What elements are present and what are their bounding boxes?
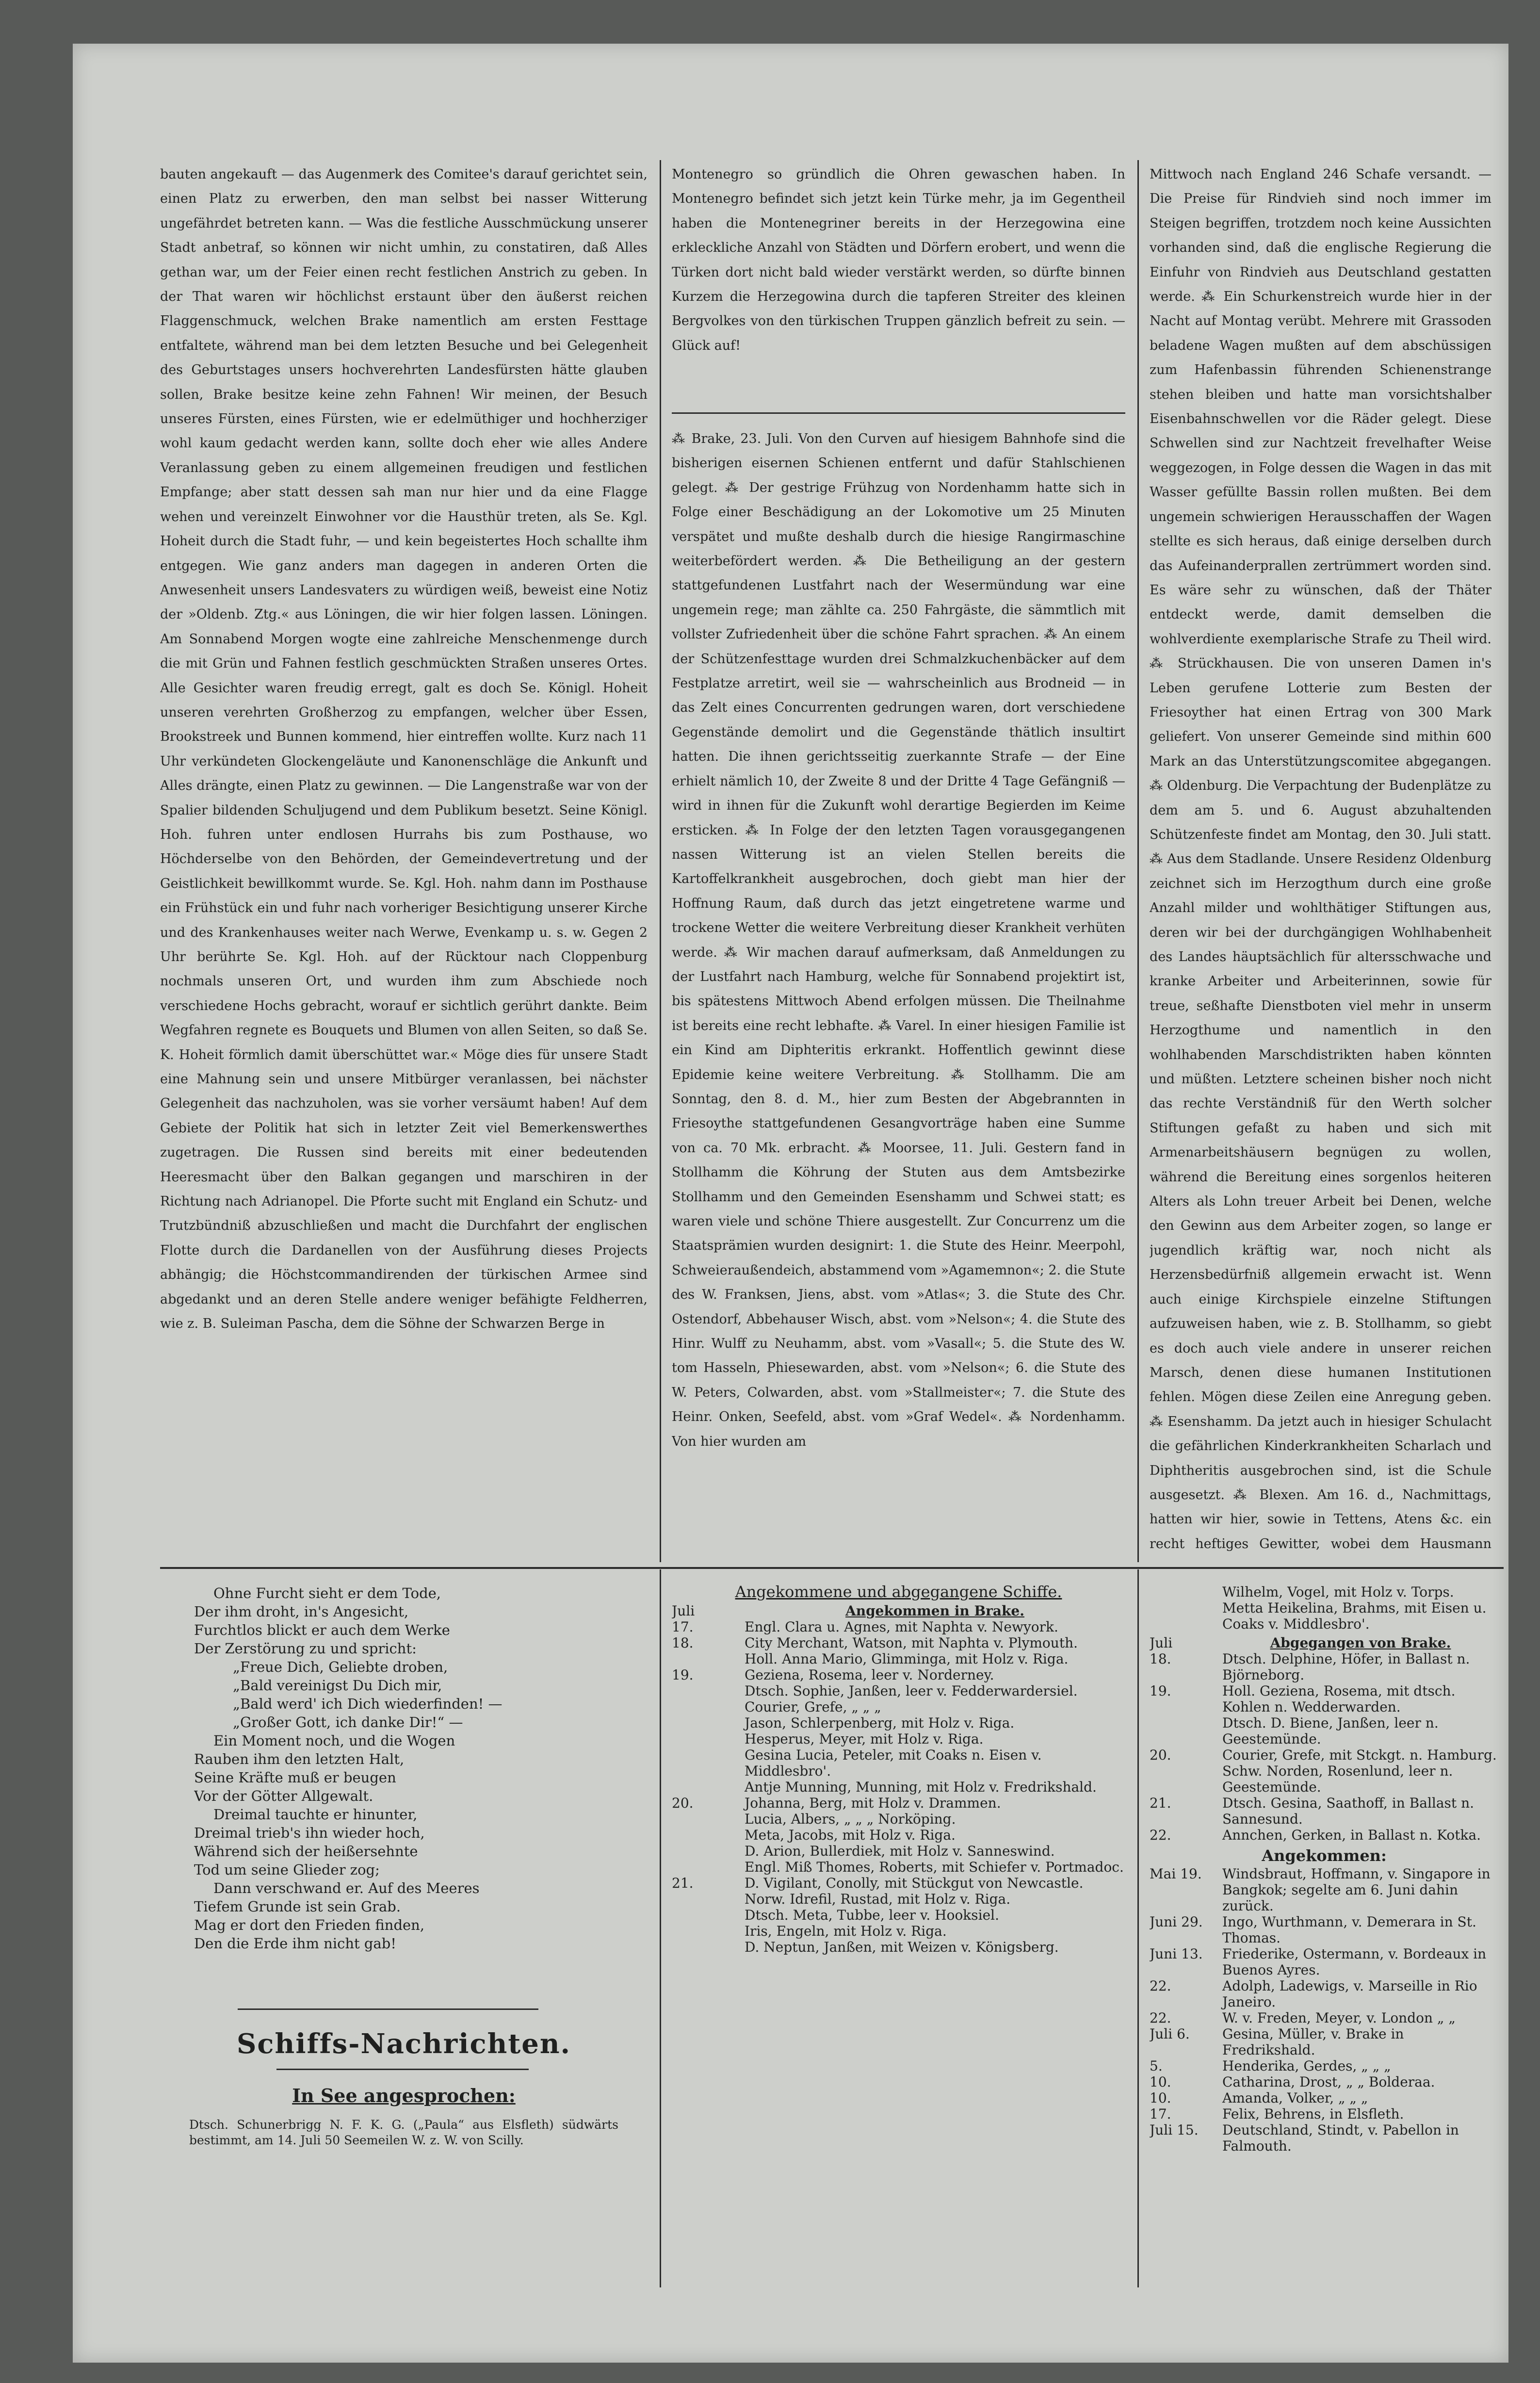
poem-line: Tiefem Grunde ist sein Grab. (194, 1898, 401, 1915)
shipping-row (1150, 1763, 1499, 1795)
shipping-entry: Lucia, Albers, „ „ „ Norköping. (745, 1811, 956, 1827)
shipping-entry: Courier, Grefe, „ „ „ (745, 1699, 881, 1715)
shipping-row (672, 1875, 1125, 1891)
shipping-date (672, 1731, 745, 1747)
shipping-row (672, 1683, 1125, 1699)
shipping-row (1150, 1747, 1499, 1763)
shipping-date: 21. (1150, 1795, 1171, 1811)
shipping-row (1150, 1827, 1499, 1843)
poem-line: Ohne Furcht sieht er dem Tode, (213, 1585, 441, 1601)
shipping-row (672, 1731, 1125, 1747)
shipping-entry: Holl. Anna Mario, Glimminga, mit Holz v. Riga. (745, 1651, 1069, 1667)
shipping-entry: Gesina Lucia, Peteler, mit Coaks n. Eisen v. Middlesbro'. (745, 1747, 1042, 1779)
shipping-date: Juni 29. (1150, 1914, 1203, 1930)
shipping-entry: Ingo, Wurthmann, v. Demerara in St. Thomas. (1222, 1914, 1476, 1946)
shipping-date (672, 1715, 745, 1731)
shipping-subheading: Angekommen in Brake. (845, 1603, 1024, 1619)
shipping-entry: D. Arion, Bullerdiek, mit Holz v. Sanneswind. (745, 1843, 1055, 1859)
shipping-date (672, 1683, 745, 1699)
shipping-date (672, 1747, 745, 1779)
poem-line: Dann verschwand er. Auf des Meeres (213, 1880, 480, 1896)
column-middle-top (672, 163, 1125, 403)
column-middle-top-text: Montenegro so gründlich die Ohren gewaschen haben. In Montenegro befindet sich jetzt kein Türke mehr, ja im Gegentheil haben die Montenegriner bereits in der Herzegowina eine erkleckliche Anzahl von Städten und Dörfern erobert, und wenn die Türken dort nicht bald wieder verstärkt werden, so dürfte binnen Kurzem die Herzegowina durch die tapferen Streiter des kleinen Bergvolkes von den türkischen Truppen gänzlich befreit zu sein. — Glück auf! (672, 167, 1125, 353)
shipping-date: 10. (1150, 2074, 1171, 2090)
shipping-row (1150, 2058, 1499, 2074)
shipping-entry: Dtsch. Meta, Tubbe, leer v. Hooksiel. (745, 1907, 1000, 1923)
shipping-row (672, 1923, 1125, 1939)
shipping-entry: Wilhelm, Vogel, mit Holz v. Torps. (1222, 1584, 1454, 1600)
shipping-date: 20. (672, 1795, 694, 1811)
shipping-entry: Norw. Idrefil, Rustad, mit Holz v. Riga. (745, 1891, 1011, 1907)
shipping-row (672, 1779, 1125, 1795)
shipping-row (1150, 1683, 1499, 1715)
shipping-date: 18. (1150, 1651, 1171, 1667)
shipping-row (672, 1811, 1125, 1827)
shipping-date (672, 1811, 745, 1827)
shipping-date (672, 1827, 745, 1843)
shipping-row (1150, 1866, 1499, 1914)
shipping-col-label: Juli (672, 1603, 695, 1619)
schiffs-title-rule (276, 2069, 529, 2070)
shipping-row (672, 1699, 1125, 1715)
shipping-row (672, 1747, 1125, 1779)
shipping-row (1150, 2010, 1499, 2026)
poem-line: Den die Erde ihm nicht gab! (194, 1935, 396, 1952)
column-divider (660, 1569, 661, 2287)
poem-line: „Bald vereinigst Du Dich mir, (233, 1677, 442, 1694)
shipping-entry: City Merchant, Watson, mit Naphta v. Plymouth. (745, 1635, 1078, 1651)
shipping-entry: Courier, Grefe, mit Stckgt. n. Hamburg. (1222, 1747, 1497, 1763)
shipping-row (672, 1859, 1125, 1875)
poem-line: „Bald werd' ich Dich wiederfinden! — (233, 1696, 503, 1712)
shipping-entry: Windsbraut, Hoffmann, v. Singapore in Bangkok; segelte am 6. Juni dahin zurück. (1222, 1866, 1491, 1914)
poem (194, 1584, 631, 1991)
column-divider (1137, 1569, 1139, 2287)
column-middle-bottom (672, 427, 1125, 1560)
shipping-date: 18. (672, 1635, 694, 1651)
shipping-middle-rows (672, 1619, 1125, 1955)
schiffs-title: Schiffs-Nachrichten. (236, 2028, 571, 2060)
schiffs-text: Dtsch. Schunerbrigg N. F. K. G. („Paula“ aus Elsfleth) südwärts bestimmt, am 14. Juli 50 Seemeilen W. z. W. von Scilly. (189, 2118, 618, 2147)
shipping-row (1150, 1715, 1499, 1747)
shipping-entry: Dtsch. Sophie, Janßen, leer v. Fedderwardersiel. (745, 1683, 1078, 1699)
shipping-row (672, 1715, 1125, 1731)
shipping-entry: Dtsch. Delphine, Höfer, in Ballast n. Björneborg. (1222, 1651, 1470, 1683)
shipping-entry: Amanda, Volker, „ „ „ (1222, 2090, 1368, 2106)
poem-line: Rauben ihm den letzten Halt, (194, 1751, 405, 1767)
shipping-entry: Engl. Clara u. Agnes, mit Naphta v. Newyork. (745, 1619, 1058, 1635)
poem-line: Furchtlos blickt er auch dem Werke (194, 1622, 450, 1638)
shipping-row (672, 1635, 1125, 1651)
shipping-entry: Engl. Miß Thomes, Roberts, mit Schiefer v. Portmadoc. (745, 1859, 1124, 1875)
shipping-row (1150, 1795, 1499, 1827)
poem-line: „Freue Dich, Geliebte droben, (233, 1659, 448, 1675)
poem-line: Vor der Götter Allgewalt. (194, 1788, 373, 1804)
shipping-row (672, 1795, 1125, 1811)
shipping-right-top-rows (1150, 1584, 1499, 1632)
poem-line: Der ihm droht, in's Angesicht, (194, 1603, 409, 1620)
shipping-row (1150, 1600, 1499, 1632)
shipping-entry: Adolph, Ladewigs, v. Marseille in Rio Janeiro. (1222, 1978, 1477, 2010)
shipping-date: 17. (672, 1619, 694, 1635)
shipping-row (1150, 1946, 1499, 1978)
shipping-date (672, 1907, 745, 1923)
shipping-entry: Dtsch. Gesina, Saathoff, in Ballast n. Sannesund. (1222, 1795, 1474, 1827)
shipping-row (1150, 1651, 1499, 1683)
shipping-row (672, 1891, 1125, 1907)
shipping-entry: Annchen, Gerken, in Ballast n. Kotka. (1222, 1827, 1481, 1843)
middle-divider (672, 412, 1125, 414)
shipping-date: 22. (1150, 2010, 1171, 2026)
shipping-date: 21. (672, 1875, 694, 1891)
shipping-date: 5. (1150, 2058, 1163, 2074)
shipping-row (1150, 2122, 1499, 2154)
shipping-row (1150, 2106, 1499, 2122)
shipping-date (1150, 1600, 1222, 1632)
column-left-text: bauten angekauft — das Augenmerk des Comitee's darauf gerichtet sein, einen Platz zu erwerben, den man selbst bei nasser Witterung ungefährdet betreten kann. — Was die festliche Ausschmückung unserer Stadt anbetraf, so können wir nicht umhin, zu constatiren, daß Alles gethan war, um der Feier einen recht festlichen Anstrich zu geben. In der That waren wir höchlichst erstaunt über den äußerst reichen Flaggenschmuck, welchen Brake namentlich am ersten Festtage entfaltete, während man bei dem letzten Besuche und bei Gelegenheit des Geburtstages unsers hochverehrten Landesfürsten hätte glauben sollen, Brake besitze keine zehn Fahnen! Wir meinen, der Besuch unseres Fürsten, eines Fürsten, wie er edelmüthiger und hochherziger wohl kaum gedacht werden kann, sollte doch eher wie alles Andere Veranlassung geben zu einem allgemeinen freudigen und festlichen Empfange; aber statt dessen sah man nur hier und da eine Flagge wehen und vereinzelt Einwohner vor die Hausthür treten, als Se. Kgl. Hoheit durch die Stadt fuhr, — und kein begeistertes Hoch schallte ihm entgegen. Wie ganz anders man dagegen in anderen Orten die Anwesenheit unsers Landesvaters zu würdigen weiß, beweist eine Notiz der »Oldenb. Ztg.« aus Löningen, die wir hier folgen lassen. Löningen. Am Sonnabend Morgen wogte eine zahlreiche Menschenmenge durch die mit Grün und Fahnen festlich geschmückten Straßen unseres Ortes. Alle Gesichter waren freudig erregt, galt es doch Se. Königl. Hoheit unseren verehrten Großherzog zu empfangen, welcher über Essen, Brookstreek und Bunnen kommend, hier eintreffen wollte. Kurz nach 11 Uhr verkündeten Glockengeläute und Kanonenschläge die Ankunft und Alles drängte, einen Platz zu gewinnen. — Die Langenstraße war von der Spalier bildenden Schuljugend und dem Publikum besetzt. Seine Königl. Hoh. fuhren unter endlosen Hurrahs bis zum Posthause, wo Höchderselbe von den Behörden, der Gemeindevertretung und der Geistlichkeit bewillkommt wurde. Se. Kgl. Hoh. nahm dann im Posthause ein Frühstück ein und fuhr nach vorheriger Besichtigung unserer Kirche und des Krankenhauses weiter nach Werwe, Evenkamp u. s. w. Gegen 2 Uhr berührte Se. Kgl. Hoh. auf der Rücktour nach Cloppenburg nochmals unseren Ort, und wurden ihm zum Abschiede noch verschiedene Hochs gebracht, worauf er sichtlich gerührt dankte. Beim Wegfahren regnete es Bouquets und Blumen von allen Seiten, so daß Se. K. Hoheit förmlich damit überschüttet war.« Möge dies für unsere Stadt eine Mahnung sein und unsere Mitbürger veranlassen, bei nächster Gelegenheit das nachzuholen, was sie vorher versäumt haben! Auf dem Gebiete der Politik hat sich in letzter Zeit viel Bemerkenswerthes zugetragen. Die Russen sind bereits mit einer bedeutenden Heeresmacht über den Balkan gegangen und marschiren in der Richtung nach Adrianopel. Die Pforte sucht mit England ein Schutz- und Trutzbündniß abzuschließen und macht die Durchfahrt der englischen Flotte durch die Dardanellen von der Ausführung dieses Projects abhängig; die Höchstcommandirenden der türkischen Armee sind abgedankt und an deren Stelle andere weniger befähigte Feldherren, wie z. B. Suleiman Pascha, dem die Söhne der Schwarzen Berge in (160, 167, 648, 1332)
shipping-date: 10. (1150, 2090, 1171, 2106)
shipping-entry: Schw. Norden, Rosenlund, leer n. Geestemünde. (1222, 1763, 1453, 1795)
shipping-date: 22. (1150, 1827, 1171, 1843)
shipping-entry: W. v. Freden, Meyer, v. London „ „ (1222, 2010, 1456, 2026)
shipping-entry: Henderika, Gerdes, „ „ „ (1222, 2058, 1391, 2074)
shipping-date (672, 1843, 745, 1859)
poem-line: Der Zerstörung zu und spricht: (194, 1640, 417, 1657)
shipping-right-rows (1150, 1651, 1499, 1843)
shipping-date: Juli 6. (1150, 2026, 1190, 2042)
shipping-middle (672, 1584, 1125, 2292)
newspaper-page (73, 44, 1508, 2363)
shipping-entry: Johanna, Berg, mit Holz v. Drammen. (745, 1795, 1001, 1811)
poem-divider (238, 2008, 538, 2010)
shipping-subheading: Abgegangen von Brake. (1270, 1635, 1451, 1651)
column-left (160, 163, 648, 1560)
shipping-date: Juni 13. (1150, 1946, 1203, 1962)
shipping-date (672, 1923, 745, 1939)
shipping-row (672, 1907, 1125, 1923)
schiffs-nachrichten (160, 2028, 648, 2222)
shipping-row (672, 1939, 1125, 1955)
column-right-text: Mittwoch nach England 246 Schafe versandt. — Die Preise für Rindvieh sind noch immer im Steigen begriffen, trotzdem noch keine Aussichten vorhanden sind, daß die englische Regierung die Einfuhr von Rindvieh aus Deutschland gestatten werde. ⁂ Ein Schurkenstreich wurde hier in der Nacht auf Montag verübt. Mehrere mit Grassoden beladene Wagen mußten auf dem abschüssigen zum Hafenbassin führenden Schienenstrange stehen bleiben und hatte man vorsichtshalber Eisenbahnschwellen vor die Räder gelegt. Diese Schwellen sind zur Nachtzeit frevelhafter Weise weggezogen, in Folge dessen die Wagen in das mit Wasser gefüllte Bassin rollen mußten. Bei dem ungemein schwierigen Herausschaffen der Wagen stellte es sich heraus, daß einige derselben durch das Aufeinanderprallen zertrümmert worden sind. Es wäre sehr zu wünschen, daß der Thäter entdeckt werde, damit demselben die wohlverdiente exemplarische Strafe zu Theil wird. ⁂ Strückhausen. Die von unseren Damen in's Leben gerufene Lotterie zum Besten der Friesoyther hat einen Ertrag von 300 Mark geliefert. Von unserer Gemeinde sind mithin 600 Mark an das Unterstützungscomitee abgegangen. ⁂ Oldenburg. Die Verpachtung der Budenplätze zu dem am 5. und 6. August abzuhaltenden Schützenfeste findet am Montag, den 30. Juli statt. ⁂ Aus dem Stadlande. Unsere Residenz Oldenburg zeichnet sich im Herzogthum durch eine große Anzahl milder und wohlthätiger Stiftungen aus, deren wir bei der durchgängigen Wohlhabenheit des Landes häuptsächlich für altersschwache und kranke Arbeiter und Arbeiterinnen, sowie für treue, seßhafte Dienstboten viel mehr in unserm Herzogthume und namentlich in den wohlhabenden Marschdistrikten haben könnten und müßten. Letztere scheinen bisher noch nicht das rechte Verständniß für den Werth solcher Stiftungen gefaßt zu haben und sich mit Armenarbeitshäusern begnügen zu wollen, während die Bereitung eines sorgenlos heiteren Alters als Lohn treuer Arbeit bei Denen, welche den Gewinn aus dem Arbeiter zogen, so lange er jugendlich kräftig war, noch nicht als Herzensbedürfniß allgemein erwacht ist. Wenn auch einige Kirchspiele einzelne Stiftungen aufzuweisen haben, wie z. B. Stollhamm, so giebt es doch auch viele andere in unserer reichen Marsch, denen diese humanen Institutionen fehlen. Mögen diese Zeilen eine Anregung geben. ⁂ Esenshamm. Da jetzt auch in hiesiger Schulacht die gefährlichen Kinderkrankheiten Scharlach und Diphtheritis ausgebrochen sind, ist die Schule ausgesetzt. ⁂ Blexen. Am 16. d., Nachmittags, hatten wir hier, sowie in Tettens, Atens &c. ein recht heftiges Gewitter, wobei dem Hausmann (1150, 167, 1491, 1551)
shipping-date: 22. (1150, 1978, 1171, 1994)
shipping-row (672, 1843, 1125, 1859)
poem-line: Seine Kräfte muß er beugen (194, 1769, 396, 1786)
shipping-date (672, 1891, 745, 1907)
shipping-subheading-2: Angekommen: (1262, 1846, 1387, 1865)
shipping-row (1150, 1914, 1499, 1946)
shipping-date (672, 1699, 745, 1715)
shipping-right (1150, 1584, 1499, 2292)
shipping-row (672, 1651, 1125, 1667)
shipping-date: Mai 19. (1150, 1866, 1202, 1882)
shipping-date (672, 1779, 745, 1795)
column-right (1150, 163, 1491, 1560)
shipping-entry: Felix, Behrens, in Elsfleth. (1222, 2106, 1404, 2122)
shipping-entry: Geziena, Rosema, leer v. Norderney. (745, 1667, 994, 1683)
shipping-col-label: Juli (1150, 1635, 1173, 1651)
poem-line: „Großer Gott, ich danke Dir!“ — (233, 1714, 463, 1730)
shipping-row (1150, 1978, 1499, 2010)
shipping-entry: Catharina, Drost, „ „ Bolderaa. (1222, 2074, 1435, 2090)
shipping-date (672, 1859, 745, 1875)
shipping-entry: D. Neptun, Janßen, mit Weizen v. Königsberg. (745, 1939, 1059, 1955)
shipping-heading: Angekommene und abgegangene Schiffe. (735, 1584, 1062, 1601)
shipping-entry: Deutschland, Stindt, v. Pabellon in Falmouth. (1222, 2122, 1459, 2154)
shipping-date (672, 1651, 745, 1667)
shipping-row (672, 1667, 1125, 1683)
shipping-entry: Meta, Jacobs, mit Holz v. Riga. (745, 1827, 956, 1843)
shipping-date (1150, 1763, 1222, 1795)
shipping-row (672, 1619, 1125, 1635)
shipping-entry: Jason, Schlerpenberg, mit Holz v. Riga. (745, 1715, 1015, 1731)
shipping-date: 20. (1150, 1747, 1171, 1763)
shipping-entry: Friederike, Ostermann, v. Bordeaux in Buenos Ayres. (1222, 1946, 1487, 1978)
shipping-entry: Antje Munning, Munning, mit Holz v. Fredrikshald. (745, 1779, 1097, 1795)
shipping-row (1150, 2026, 1499, 2058)
poem-line: Ein Moment noch, und die Wogen (213, 1732, 455, 1749)
column-middle-bottom-text: ⁂ Brake, 23. Juli. Von den Curven auf hiesigem Bahnhofe sind die bisherigen eisernen Schienen entfernt und dafür Stahlschienen gelegt. ⁂ Der gestrige Frühzug von Nordenhamm hatte sich in Folge einer Beschädigung an der Lokomotive um 25 Minuten verspätet und mußte deshalb durch die hiesige Rangirmaschine weiterbefördert werden. ⁂ Die Betheiligung an der gestern stattgefundenen Lustfahrt nach der Wesermündung war eine ungemein rege; man zählte ca. 250 Fahrgäste, die sämmtlich mit vollster Zufriedenheit über die schöne Fahrt sprachen. ⁂ An einem der Schützenfesttage wurden drei Schmalzkuchenbäcker auf dem Festplatze arretirt, weil sie — wahrscheinlich aus Brodneid — in das Zelt eines Concurrenten gedrungen waren, dort verschiedene Gegenstände demolirt und die Gegenstände thätlich insultirt hatten. Die ihnen gerichtsseitig zuerkannte Strafe — der Eine erhielt nämlich 10, der Zweite 8 und der Dritte 4 Tage Gefängniß — wird in ihnen für die Zukunft wohl derartige Begierden im Keime ersticken. ⁂ In Folge der den letzten Tagen vorausgegangenen nassen Witterung ist an vielen Stellen bereits die Kartoffelkrankheit ausgebrochen, doch giebt man hier der Hoffnung Raum, daß durch das jetzt eingetretene warme und trockene Wetter die weitere Verbreitung dieser Krankheit verhüten werde. ⁂ Wir machen darauf aufmerksam, daß Anmeldungen zu der Lustfahrt nach Hamburg, welche für Sonnabend projektirt ist, bis spätestens Mittwoch Abend erfolgen müssen. Die Theilnahme ist bereits eine recht lebhafte. ⁂ Varel. In einer hiesigen Familie ist ein Kind am Diphteritis erkrankt. Hoffentlich gewinnt diese Epidemie keine weitere Verbreitung. ⁂ Stollhamm. Die am Sonntag, den 8. d. M., hier zum Besten der Abgebrannten in Friesoythe stattgefundenen Gesangvorträge haben eine Summe von ca. 70 Mk. erbracht. ⁂ Moorsee, 11. Juli. Gestern fand in Stollhamm die Köhrung der Stuten aus dem Amtsbezirke Stollhamm und den Gemeinden Esenshamm und Schwei statt; es waren viele und schöne Thiere ausgestellt. Zur Concurrenz um die Staatsprämien wurden designirt: 1. die Stute des Heinr. Meerpohl, Schweieraußendeich, abstammend vom »Agamemnon«; 2. die Stute des W. Franksen, Jiens, abst. vom »Atlas«; 3. die Stute des Chr. Ostendorf, Abbehauser Wisch, abst. vom »Nelson«; 4. die Stute des Hinr. Wulff zu Neuhamm, abst. vom »Vasall«; 5. die Stute des W. tom Hasseln, Phiesewarden, abst. vom »Nelson«; 6. die Stute des W. Peters, Colwarden, abst. vom »Stallmeister«; 7. die Stute des Heinr. Onken, Seefeld, abst. vom »Graf Wedel«. ⁂ Nordenhamm. Von hier wurden am (672, 431, 1125, 1449)
shipping-entry: Dtsch. D. Biene, Janßen, leer n. Geestemünde. (1222, 1715, 1439, 1747)
shipping-entry: Metta Heikelina, Brahms, mit Eisen u. Coaks v. Middlesbro'. (1222, 1600, 1487, 1632)
shipping-date (672, 1939, 745, 1955)
poem-line: Dreimal trieb's ihn wieder hoch, (194, 1825, 425, 1841)
shipping-date: 17. (1150, 2106, 1171, 2122)
shipping-entry: Iris, Engeln, mit Holz v. Riga. (745, 1923, 947, 1939)
shipping-row (1150, 2074, 1499, 2090)
shipping-date: Juli 15. (1150, 2122, 1199, 2138)
section-divider (160, 1567, 1504, 1569)
shipping-entry: Holl. Geziena, Rosema, mit dtsch. Kohlen n. Wedderwarden. (1222, 1683, 1456, 1715)
poem-line: Während sich der heißersehnte (194, 1843, 418, 1860)
shipping-entry: Gesina, Müller, v. Brake in Fredrikshald. (1222, 2026, 1404, 2058)
shipping-entry: D. Vigilant, Conolly, mit Stückgut von Newcastle. (745, 1875, 1084, 1891)
shipping-row (1150, 2090, 1499, 2106)
shipping-right-rows-2 (1150, 1866, 1499, 2154)
poem-lines (194, 1584, 631, 1953)
shipping-row (1150, 1584, 1499, 1600)
column-divider (660, 160, 661, 1562)
shipping-date (1150, 1584, 1222, 1600)
schiffs-subtitle: In See angesprochen: (292, 2085, 516, 2106)
shipping-date: 19. (672, 1667, 694, 1683)
shipping-date (1150, 1715, 1222, 1747)
poem-line: Mag er dort den Frieden finden, (194, 1917, 425, 1933)
shipping-entry: Hesperus, Meyer, mit Holz v. Riga. (745, 1731, 984, 1747)
poem-line: Tod um seine Glieder zog; (194, 1861, 380, 1878)
shipping-date: 19. (1150, 1683, 1171, 1699)
shipping-row (672, 1827, 1125, 1843)
poem-line: Dreimal tauchte er hinunter, (213, 1806, 418, 1823)
column-divider (1137, 160, 1139, 1562)
